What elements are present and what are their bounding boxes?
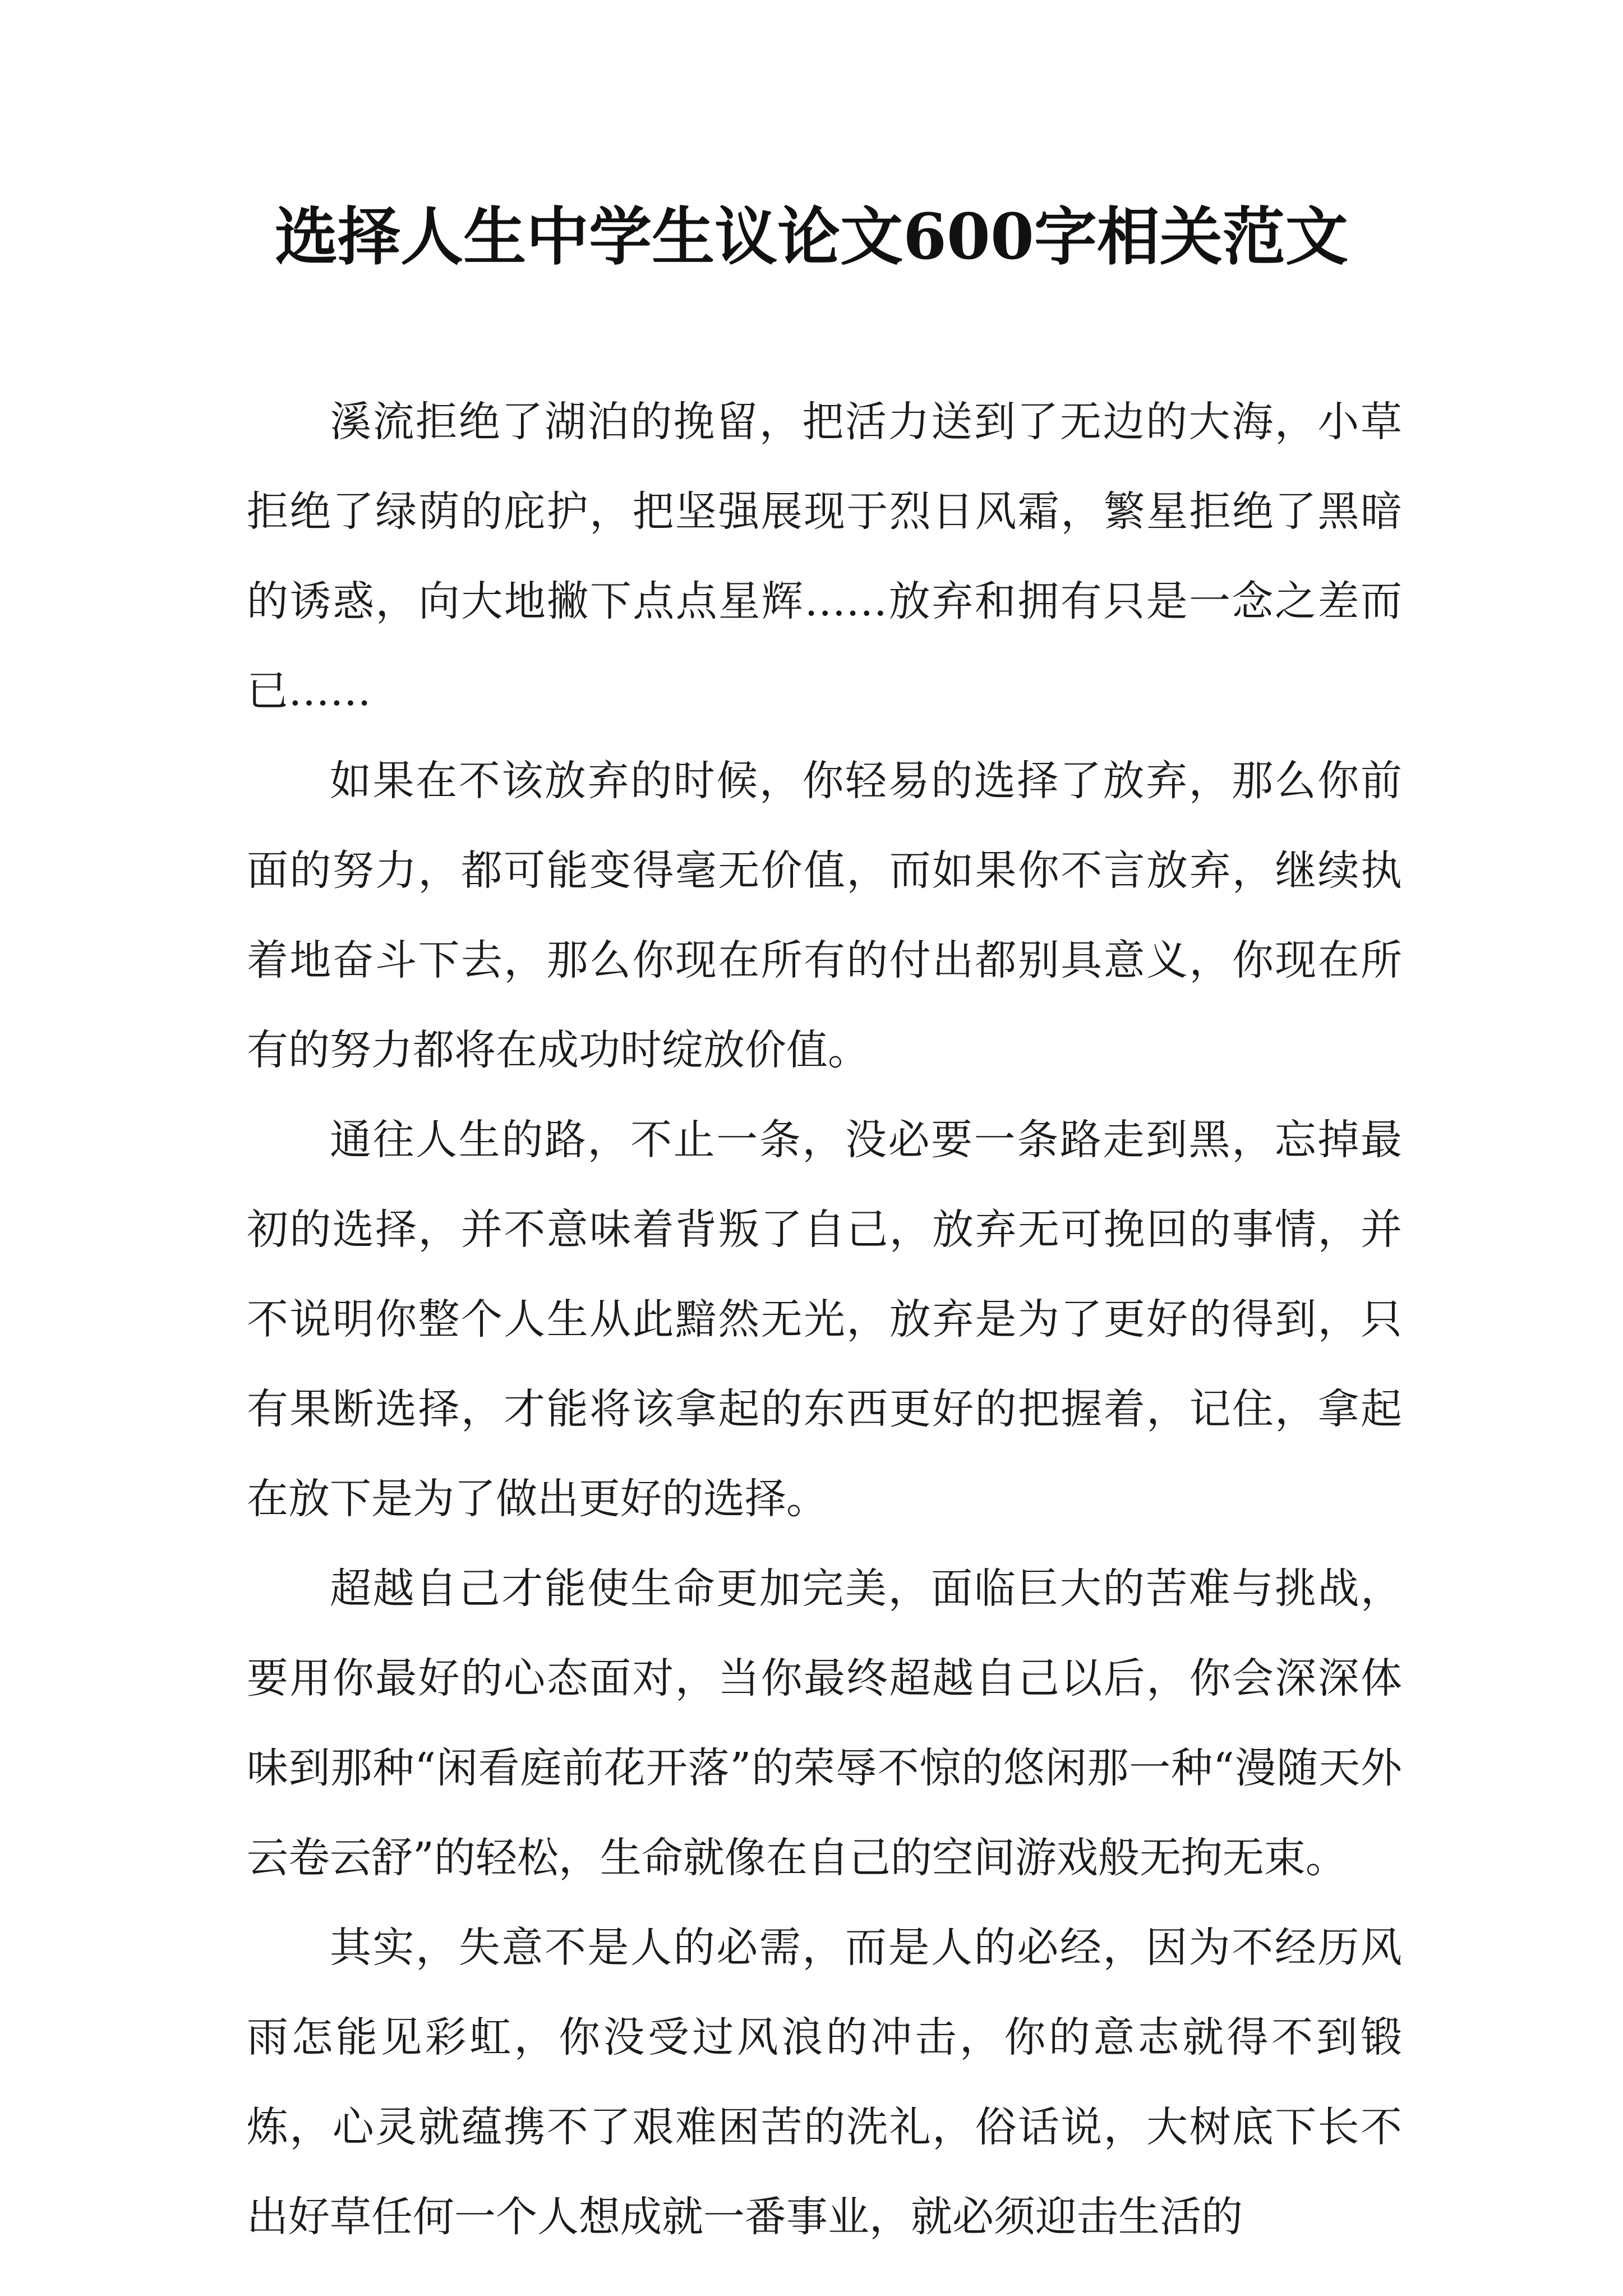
paragraph-2: 如果在不该放弃的时候，你轻易的选择了放弃，那么你前面的努力，都可能变得毫无价值，而如果你不言放弃，继续执着地奋斗下去，那么你现在所有的付出都别具意义，你现在所有的努力都将在成功时绽放价值。 xyxy=(247,757,1402,1074)
document-title: 选择人生中学生议论文600字相关范文 xyxy=(275,200,1348,274)
paragraph-4: 超越自己才能使生命更加完美，面临巨大的苦难与挑战，要用你最好的心态面对，当你最终超越自己以后，你会深深体味到那种“闲看庭前花开落”的荣辱不惊的悠闲那一种“漫随天外云卷云舒”的轻松，生命就像在自己的空间游戏般无拘无束。 xyxy=(247,1565,1402,1882)
document-body xyxy=(247,377,1402,2262)
paragraph-1: 溪流拒绝了湖泊的挽留，把活力送到了无边的大海，小草拒绝了绿荫的庇护，把坚强展现于烈日风霜，繁星拒绝了黑暗的诱惑，向大地撇下点点星辉……放弃和拥有只是一念之差而已…… xyxy=(247,398,1402,715)
paragraph-5: 其实，失意不是人的必需，而是人的必经，因为不经历风雨怎能见彩虹，你没受过风浪的冲击，你的意志就得不到锻炼，心灵就蕴携不了艰难困苦的洗礼，俗话说，大树底下长不出好草任何一个人想成就一番事业，就必须迎击生活的 xyxy=(247,1924,1402,2241)
paragraph-3: 通往人生的路，不止一条，没必要一条路走到黑，忘掉最初的选择，并不意味着背叛了自己，放弃无可挽回的事情，并不说明你整个人生从此黯然无光，放弃是为了更好的得到，只有果断选择，才能将该拿起的东西更好的把握着，记住，拿起在放下是为了做出更好的选择。 xyxy=(247,1116,1402,1523)
